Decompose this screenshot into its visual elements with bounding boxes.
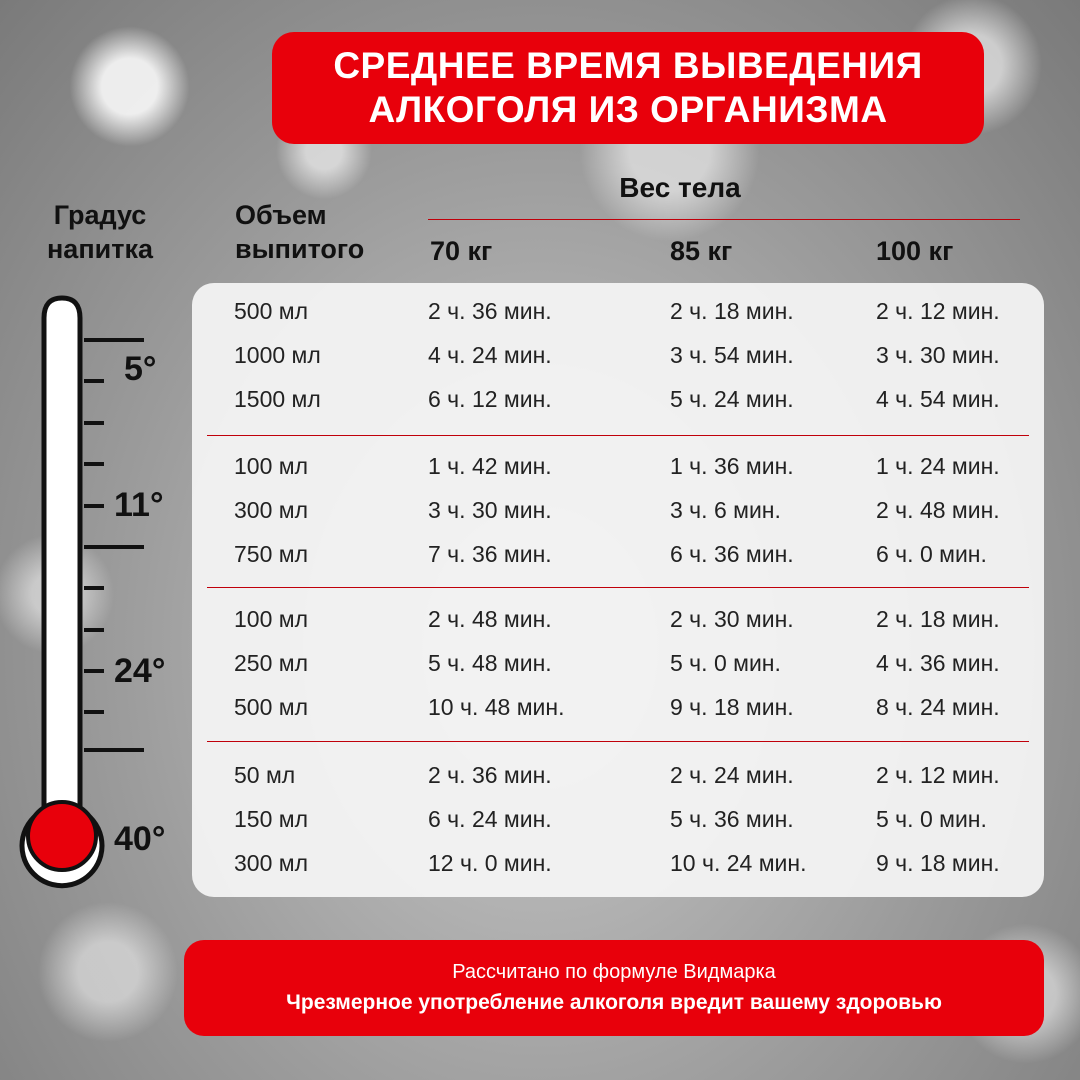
time-cell: 3 ч. 6 мин. [670, 497, 781, 523]
group-divider [207, 741, 1029, 742]
time-cell: 4 ч. 36 мин. [876, 650, 1000, 676]
time-cell: 2 ч. 24 мин. [670, 762, 794, 788]
volume-cell: 100 мл [234, 453, 308, 479]
weight-col-70: 70 кг [430, 236, 493, 266]
thermo-tick [84, 586, 104, 590]
thermo-tick [84, 462, 104, 466]
time-cell: 2 ч. 12 мин. [876, 762, 1000, 788]
thermometer-icon [0, 0, 200, 1080]
time-cell: 1 ч. 42 мин. [428, 453, 552, 479]
drink-degree-label-line-2: напитка [47, 234, 153, 264]
title-banner [272, 32, 984, 144]
group-divider [207, 587, 1029, 588]
volume-cell: 300 мл [234, 497, 308, 523]
time-cell: 10 ч. 48 мин. [428, 694, 565, 720]
time-cell: 3 ч. 54 мин. [670, 342, 794, 368]
degree-label: 24° [114, 652, 166, 690]
time-cell: 4 ч. 54 мин. [876, 386, 1000, 412]
volume-cell: 1000 мл [234, 342, 321, 368]
footer-banner [184, 940, 1044, 1036]
volume-cell: 100 мл [234, 606, 308, 632]
thermo-tick [84, 710, 104, 714]
volume-label-line-1: Объем [235, 200, 327, 230]
time-cell: 3 ч. 30 мин. [428, 497, 552, 523]
time-cell: 7 ч. 36 мин. [428, 541, 552, 567]
volume-cell: 300 мл [234, 850, 308, 876]
weight-col-100: 100 кг [876, 236, 954, 266]
time-cell: 6 ч. 24 мин. [428, 806, 552, 832]
time-cell: 2 ч. 36 мин. [428, 298, 552, 324]
volume-cell: 500 мл [234, 298, 308, 324]
time-cell: 1 ч. 36 мин. [670, 453, 794, 479]
time-cell: 2 ч. 18 мин. [670, 298, 794, 324]
time-cell: 5 ч. 0 мин. [670, 650, 781, 676]
time-cell: 2 ч. 36 мин. [428, 762, 552, 788]
time-cell: 10 ч. 24 мин. [670, 850, 807, 876]
thermo-tick [84, 338, 144, 342]
footer-line-1: Рассчитано по формуле Видмарка [452, 961, 776, 983]
drink-degree-label-line-1: Градус [53, 200, 147, 230]
time-cell: 6 ч. 0 мин. [876, 541, 987, 567]
volume-cell: 150 мл [234, 806, 308, 832]
group-divider [207, 435, 1029, 436]
table-card [192, 283, 1044, 897]
volume-cell: 50 мл [234, 762, 296, 788]
time-cell: 5 ч. 24 мин. [670, 386, 794, 412]
title-line-2: АЛКОГОЛЯ ИЗ ОРГАНИЗМА [368, 89, 888, 130]
time-cell: 2 ч. 12 мин. [876, 298, 1000, 324]
time-cell: 9 ч. 18 мин. [876, 850, 1000, 876]
time-cell: 8 ч. 24 мин. [876, 694, 1000, 720]
thermometer [0, 0, 200, 1080]
time-cell: 6 ч. 12 мин. [428, 386, 552, 412]
time-cell: 9 ч. 18 мин. [670, 694, 794, 720]
volume-cell: 750 мл [234, 541, 308, 567]
degree-label: 5° [124, 350, 157, 388]
time-cell: 2 ч. 48 мин. [876, 497, 1000, 523]
volume-cell: 500 мл [234, 694, 308, 720]
time-cell: 1 ч. 24 мин. [876, 453, 1000, 479]
volume-label-line-2: выпитого [235, 234, 365, 264]
time-cell: 2 ч. 48 мин. [428, 606, 552, 632]
time-cell: 12 ч. 0 мин. [428, 850, 552, 876]
time-cell: 5 ч. 36 мин. [670, 806, 794, 832]
weight-underline [428, 219, 1020, 220]
thermo-tick [84, 379, 104, 383]
time-cell: 5 ч. 0 мин. [876, 806, 987, 832]
volume-label [235, 198, 364, 266]
thermo-tick [84, 421, 104, 425]
thermo-tick [84, 504, 104, 508]
thermo-tick [84, 628, 104, 632]
volume-cell: 1500 мл [234, 386, 321, 412]
thermo-tick [84, 748, 144, 752]
title-line-1: СРЕДНЕЕ ВРЕМЯ ВЫВЕДЕНИЯ [333, 45, 923, 86]
weight-label: Вес тела [619, 172, 741, 203]
time-cell: 4 ч. 24 мин. [428, 342, 552, 368]
footer-line-2: Чрезмерное употребление алкоголя вредит вашему здоровью [286, 991, 942, 1014]
time-cell: 2 ч. 18 мин. [876, 606, 1000, 632]
degree-label: 11° [114, 486, 164, 524]
time-cell: 6 ч. 36 мин. [670, 541, 794, 567]
weight-col-85: 85 кг [670, 236, 733, 266]
thermo-tick [84, 669, 104, 673]
thermo-tick [84, 545, 144, 549]
time-cell: 3 ч. 30 мин. [876, 342, 1000, 368]
degree-label: 40° [114, 820, 166, 858]
volume-cell: 250 мл [234, 650, 308, 676]
time-cell: 5 ч. 48 мин. [428, 650, 552, 676]
time-cell: 2 ч. 30 мин. [670, 606, 794, 632]
